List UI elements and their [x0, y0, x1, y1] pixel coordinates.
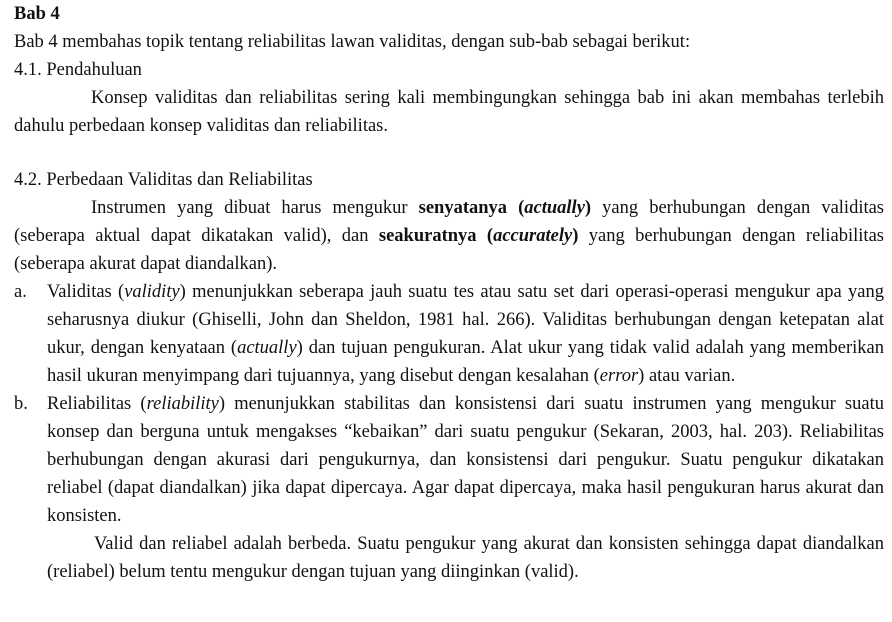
text-run: Reliabilitas (: [47, 394, 147, 414]
italic-term-accurately: accurately: [493, 226, 573, 246]
section-4-2-paragraph: [14, 194, 884, 278]
bold-term-senyatanya: senyatanya (actually): [418, 198, 592, 218]
text-run: Instrumen yang dibuat harus mengukur: [91, 198, 419, 218]
text-run: ) menunjukkan stabilitas dan konsistensi dari suatu instrumen yang mengukur suatu konsep dan berguna untuk mengakses “kebaikan” dari suatu pengukur (Sekaran, 2003, hal. 203). Reliabilitas berhubungan dengan akurasi dari pengukurnya, dan konsistensi dari pengukur. Suatu pengukur dikatakan reliabel (dapat diandalkan) jika dapat dipercaya. Agar dapat dipercaya, maka hasil pengukuran harus akurat dan konsisten.: [47, 394, 884, 526]
paragraph-gap: [14, 140, 884, 166]
text-run: Validitas (: [47, 282, 125, 302]
list-item-a: [14, 278, 884, 390]
text-run: yang berhubungan dengan reliabilitas (seberapa akurat dapat diandalkan).: [14, 226, 884, 274]
bold-term-seakuratnya: seakuratnya (accurately): [378, 226, 579, 246]
italic-term-error: error: [599, 366, 639, 386]
list-marker-a: a.: [14, 282, 27, 302]
closing-paragraph: Valid dan reliabel adalah berbeda. Suatu pengukur yang akurat dan konsisten sehingga dapat diandalkan (reliabel) belum tentu mengukur dengan tujuan yang diinginkan (valid).: [47, 534, 884, 582]
section-heading-4-1: 4.1. Pendahuluan: [14, 60, 142, 80]
italic-term-reliability: reliability: [146, 394, 219, 414]
italic-term-validity: validity: [124, 282, 180, 302]
text-run: ) menunjukkan seberapa jauh suatu tes atau satu set dari operasi-operasi mengukur apa yang seharusnya diukur (Ghiselli, John dan Sheldon, 1981 hal. 266). Validitas berhubungan dengan ketepatan alat ukur, dengan kenyataan (: [47, 282, 884, 358]
section-heading-4-2: 4.2. Perbedaan Validitas dan Reliabilitas: [14, 170, 313, 190]
chapter-title: Bab 4: [14, 4, 60, 24]
section-4-1-paragraph: Konsep validitas dan reliabilitas sering kali membingungkan sehingga bab ini akan membahas terlebih dahulu perbedaan konsep validitas dan reliabilitas.: [14, 88, 884, 136]
italic-term-actually: actually: [524, 198, 585, 218]
text-run: yang berhubungan dengan validitas (seberapa aktual dapat dikatakan valid), dan: [14, 198, 885, 246]
text-run: ) dan tujuan pengukuran. Alat ukur yang tidak valid adalah yang memberikan hasil ukuran menyimpang dari tujuannya, yang disebut dengan kesalahan (: [47, 338, 884, 386]
list-marker-b: b.: [14, 394, 28, 414]
text-run: ) atau varian.: [638, 366, 736, 386]
italic-term-actually: actually: [237, 338, 297, 358]
chapter-intro: Bab 4 membahas topik tentang reliabilitas lawan validitas, dengan sub-bab sebagai berikut:: [14, 32, 691, 52]
list-item-b: [14, 390, 884, 530]
